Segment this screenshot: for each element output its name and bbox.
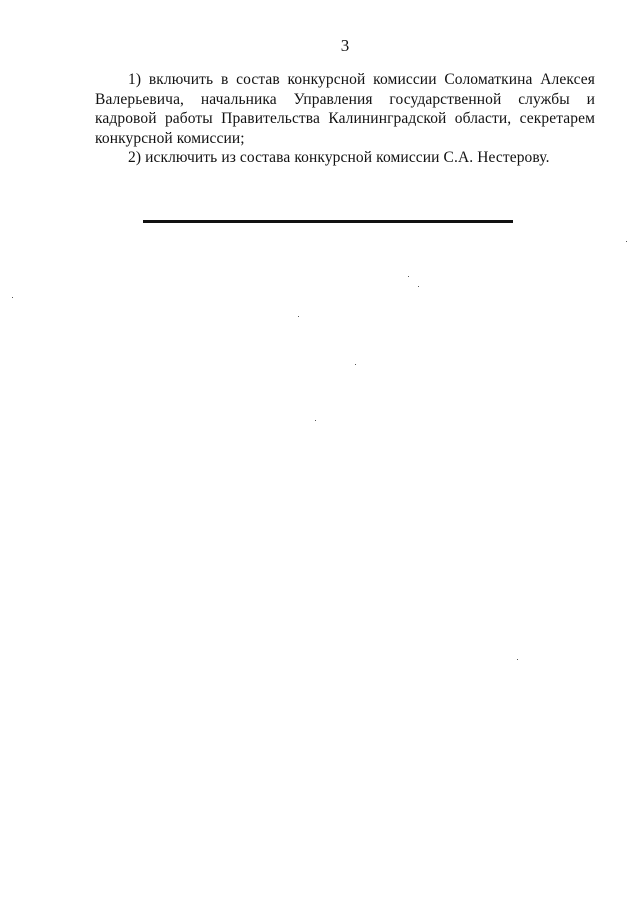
scan-speck bbox=[517, 659, 518, 660]
scan-speck bbox=[298, 316, 299, 317]
scan-speck bbox=[418, 286, 419, 287]
scan-speck bbox=[355, 364, 356, 365]
closing-rule bbox=[143, 220, 513, 223]
page-number: 3 bbox=[340, 36, 350, 55]
scan-speck bbox=[315, 420, 316, 421]
decree-item-2: 2) исключить из состава конкурсной комиссии С.А. Нестерову. bbox=[128, 149, 550, 166]
decree-body bbox=[95, 70, 595, 168]
scan-speck bbox=[12, 297, 13, 298]
decree-item-1: 1) включить в состав конкурсной комиссии Соломаткина Алексея Валерьевича, начальника Управления государственной службы и кадровой работы Правительства Калининградской области, секретарем конкурсной комиссии; bbox=[95, 71, 595, 147]
scan-speck bbox=[408, 276, 409, 277]
scan-speck bbox=[626, 241, 627, 242]
